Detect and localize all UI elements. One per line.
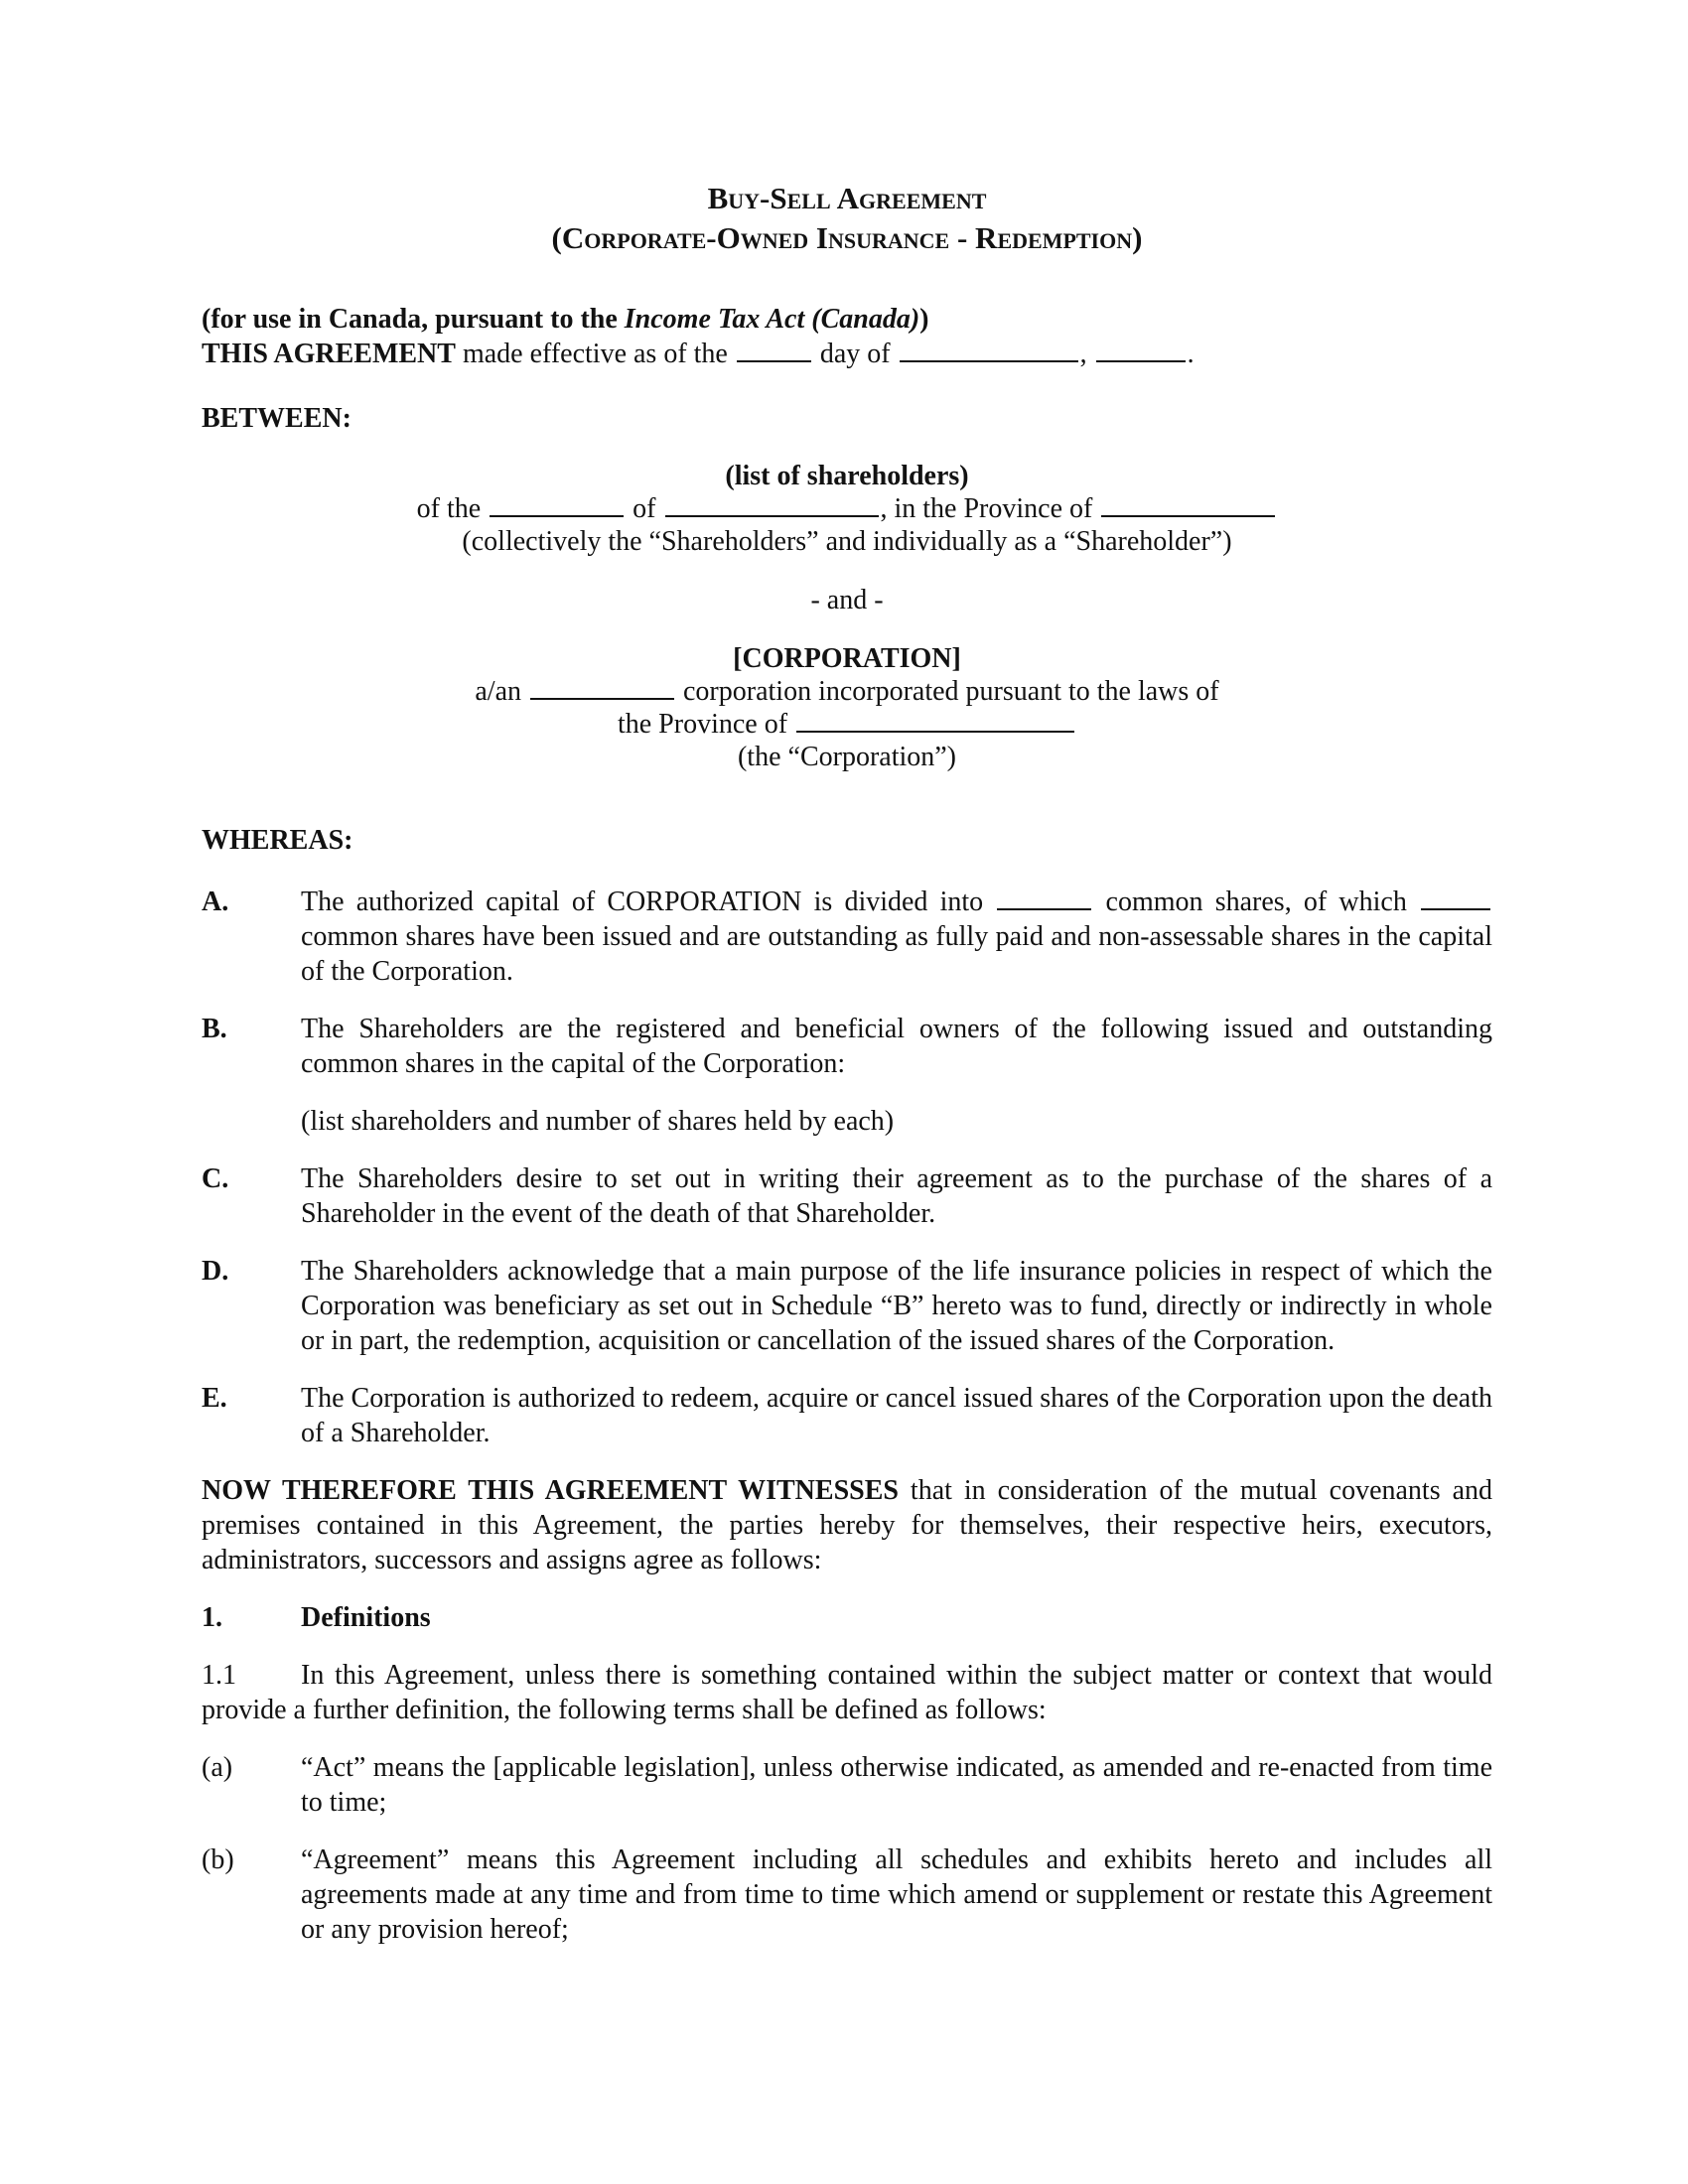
recital-e-text: The Corporation is authorized to redeem, acquire or cancel issued shares of the Corporation upon the death of a Shareholder. — [301, 1383, 1492, 1448]
blank-issued-shares — [1421, 905, 1490, 910]
blank-municipality-name — [665, 512, 879, 517]
shareholders-heading: (list of shareholders) — [725, 461, 969, 491]
definition-b — [202, 1843, 1492, 1947]
agreement-lead-in: THIS AGREEMENT — [202, 339, 456, 369]
shareholders-party-block — [202, 460, 1492, 558]
blank-day — [737, 357, 811, 362]
recital-d — [202, 1254, 1492, 1358]
blank-month — [900, 357, 1078, 362]
recital-c-label: C. — [202, 1163, 229, 1194]
corporation-heading: [CORPORATION] — [733, 643, 961, 674]
effective-date-line — [202, 337, 1492, 371]
address-seg-3: , in the Province of — [880, 493, 1100, 524]
whereas-label: WHEREAS: — [202, 825, 353, 856]
recital-d-label: D. — [202, 1256, 229, 1287]
and-separator: - and - — [810, 585, 884, 615]
corporation-seg-1: a/an — [475, 676, 528, 707]
title-line-1: Buy-Sell Agreement — [707, 181, 987, 215]
blank-corp-type — [530, 695, 674, 700]
recital-a — [202, 885, 1492, 989]
period-text: . — [1187, 339, 1195, 369]
corporation-seg-2: corporation incorporated pursuant to the laws of — [676, 676, 1219, 707]
day-of-text: day of — [812, 339, 898, 369]
document-content — [202, 179, 1492, 1947]
recital-b-label: B. — [202, 1014, 227, 1044]
recital-a-seg-1: The authorized capital of CORPORATION is divided into — [301, 887, 996, 917]
address-seg-1: of the — [416, 493, 489, 524]
collective-note: (collectively the “Shareholders” and individually as a “Shareholder”) — [462, 526, 1232, 557]
definition-a-text: “Act” means the [applicable legislation], unless otherwise indicated, as amended and re-enacted from time to time; — [301, 1752, 1492, 1818]
recital-b-text: The Shareholders are the registered and beneficial owners of the following issued and outstanding common shares in the capital of the Corporation: — [301, 1014, 1492, 1079]
recital-a-label: A. — [202, 887, 229, 917]
recital-b — [202, 1012, 1492, 1081]
blank-authorized-shares — [997, 905, 1091, 910]
blank-year — [1096, 357, 1186, 362]
comma-text: , — [1079, 339, 1094, 369]
corporation-line — [202, 675, 1492, 708]
shareholder-address-line — [202, 492, 1492, 525]
clause-1-1-text: In this Agreement, unless there is something contained within the subject matter or context that would provide a further definition, the following terms shall be defined as follows: — [202, 1660, 1492, 1725]
recital-a-seg-2: common shares, of which — [1093, 887, 1420, 917]
between-label: BETWEEN: — [202, 403, 352, 434]
corporation-seg-3: the Province of — [617, 709, 795, 740]
now-therefore-lead-in: NOW THEREFORE THIS AGREEMENT WITNESSES — [202, 1475, 899, 1506]
shareholder-list-note-text: (list shareholders and number of shares held by each) — [301, 1106, 895, 1137]
recital-e-label: E. — [202, 1383, 227, 1414]
recital-e — [202, 1381, 1492, 1450]
definition-b-label: (b) — [202, 1844, 234, 1875]
title-line-2: (Corporate-Owned Insurance - Redemption) — [551, 220, 1143, 255]
recital-c — [202, 1161, 1492, 1231]
blank-province — [1101, 512, 1275, 517]
definition-b-text: “Agreement” means this Agreement including all schedules and exhibits hereto and includes all agreements made at any time and from time to time which amend or supplement or restate this Agreement or any provision hereof; — [301, 1844, 1492, 1945]
statute-name: Income Tax Act (Canada) — [624, 304, 920, 335]
jurisdiction-note — [202, 302, 1492, 337]
jurisdiction-prefix: (for use in Canada, pursuant to the — [202, 304, 625, 335]
section-1-number: 1. — [202, 1602, 222, 1633]
blank-municipality-type — [490, 512, 624, 517]
blank-corp-province — [796, 728, 1074, 733]
now-therefore-paragraph — [202, 1473, 1492, 1577]
now-therefore-text: that in consideration of the mutual covenants and premises contained in this Agreement, the parties hereby for themselves, their respective heirs, executors, administrators, successors and assigns agree as follows: — [202, 1475, 1492, 1575]
recital-c-text: The Shareholders desire to set out in writing their agreement as to the purchase of the shares of a Shareholder in the event of the death of that Shareholder. — [301, 1163, 1492, 1229]
definition-a-label: (a) — [202, 1752, 233, 1783]
jurisdiction-suffix: ) — [919, 304, 929, 335]
definition-a — [202, 1750, 1492, 1820]
clause-1-1-number: 1.1 — [202, 1660, 236, 1691]
section-1-heading — [202, 1600, 1492, 1635]
effective-date-text: made effective as of the — [455, 339, 735, 369]
recital-a-seg-3: common shares have been issued and are outstanding as fully paid and non-assessable shares in the capital of the Corporation. — [301, 921, 1492, 987]
section-1-title: Definitions — [301, 1602, 431, 1633]
corporation-party-block — [202, 642, 1492, 773]
clause-1-1 — [202, 1658, 1492, 1727]
shareholder-list-note — [202, 1104, 1492, 1139]
corporation-province-line — [202, 708, 1492, 741]
corporation-note: (the “Corporation”) — [737, 742, 957, 772]
address-seg-2: of — [626, 493, 663, 524]
document-title — [202, 179, 1492, 258]
recital-d-text: The Shareholders acknowledge that a main purpose of the life insurance policies in respect of which the Corporation was beneficiary as set out in Schedule “B” hereto was to fund, directly or indirectly in whole or in part, the redemption, acquisition or cancellation of the issued shares of the Corporation. — [301, 1256, 1492, 1356]
